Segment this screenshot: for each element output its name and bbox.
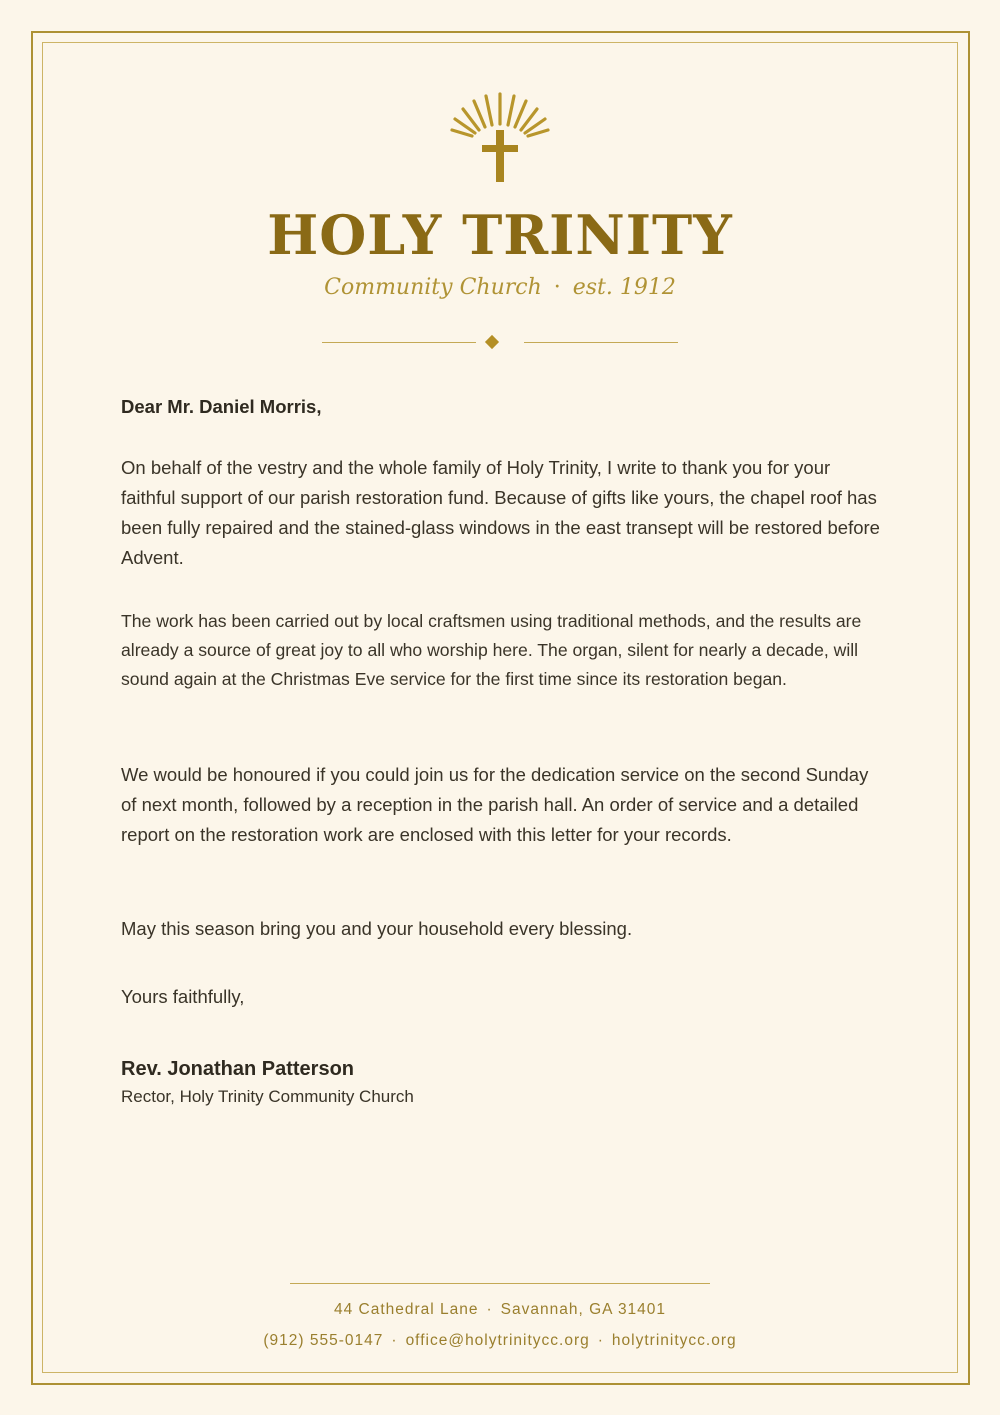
footer-contact — [0, 1329, 1000, 1353]
subtitle-separator: · — [553, 275, 561, 300]
footer-email[interactable]: office@holytrinitycc.org — [405, 1332, 590, 1349]
footer-divider — [290, 1283, 710, 1284]
footer-separator: · — [486, 1301, 493, 1318]
letter-body — [121, 393, 881, 1110]
closing: Yours faithfully, — [121, 986, 245, 1007]
church-subtitle — [0, 271, 1000, 305]
footer-website[interactable]: holytrinitycc.org — [611, 1332, 737, 1349]
footer-city: Savannah, GA 31401 — [500, 1301, 667, 1318]
paragraph-2: The work has been carried out by local craftsmen using traditional methods, and the results are already a source of great joy to all who worship here. The organ, silent for nearly a decade, will sound again at the Christmas Eve service for the first time since its restoration began. — [121, 611, 862, 689]
divider-line-left — [322, 342, 476, 343]
header-divider — [322, 336, 678, 352]
divider-line-right — [524, 342, 678, 343]
paragraph-3: We would be honoured if you could join us for the dedication service on the second Sunday of next month, followed by a reception in the parish hall. An order of service and a detailed report on the restoration work are enclosed with this letter for your records. — [121, 764, 869, 845]
paragraph-4: May this season bring you and your household every blessing. — [121, 918, 633, 939]
salutation: Dear Mr. Daniel Morris, — [121, 396, 322, 417]
paragraph-1: On behalf of the vestry and the whole family of Holy Trinity, I write to thank you for your faithful support of our parish restoration fund. Because of gifts like yours, the chapel roof has been fully repaired and the stained-glass windows in the east transept will be restored before Advent. — [121, 457, 880, 568]
signatory-name: Rev. Jonathan Patterson — [121, 1058, 355, 1080]
cross-sunburst-icon — [440, 88, 560, 188]
footer-separator: · — [391, 1332, 398, 1349]
diamond-ornament-icon — [485, 335, 499, 349]
footer-address — [0, 1298, 1000, 1322]
footer-phone: (912) 555-0147 — [263, 1332, 384, 1349]
footer-street: 44 Cathedral Lane — [333, 1301, 479, 1318]
subtitle-text: Community Church — [324, 275, 542, 300]
church-name: HOLY TRINITY — [267, 203, 733, 267]
footer-separator: · — [597, 1332, 604, 1349]
established-text: est. 1912 — [572, 275, 676, 300]
signatory-title: Rector, Holy Trinity Community Church — [121, 1087, 414, 1106]
